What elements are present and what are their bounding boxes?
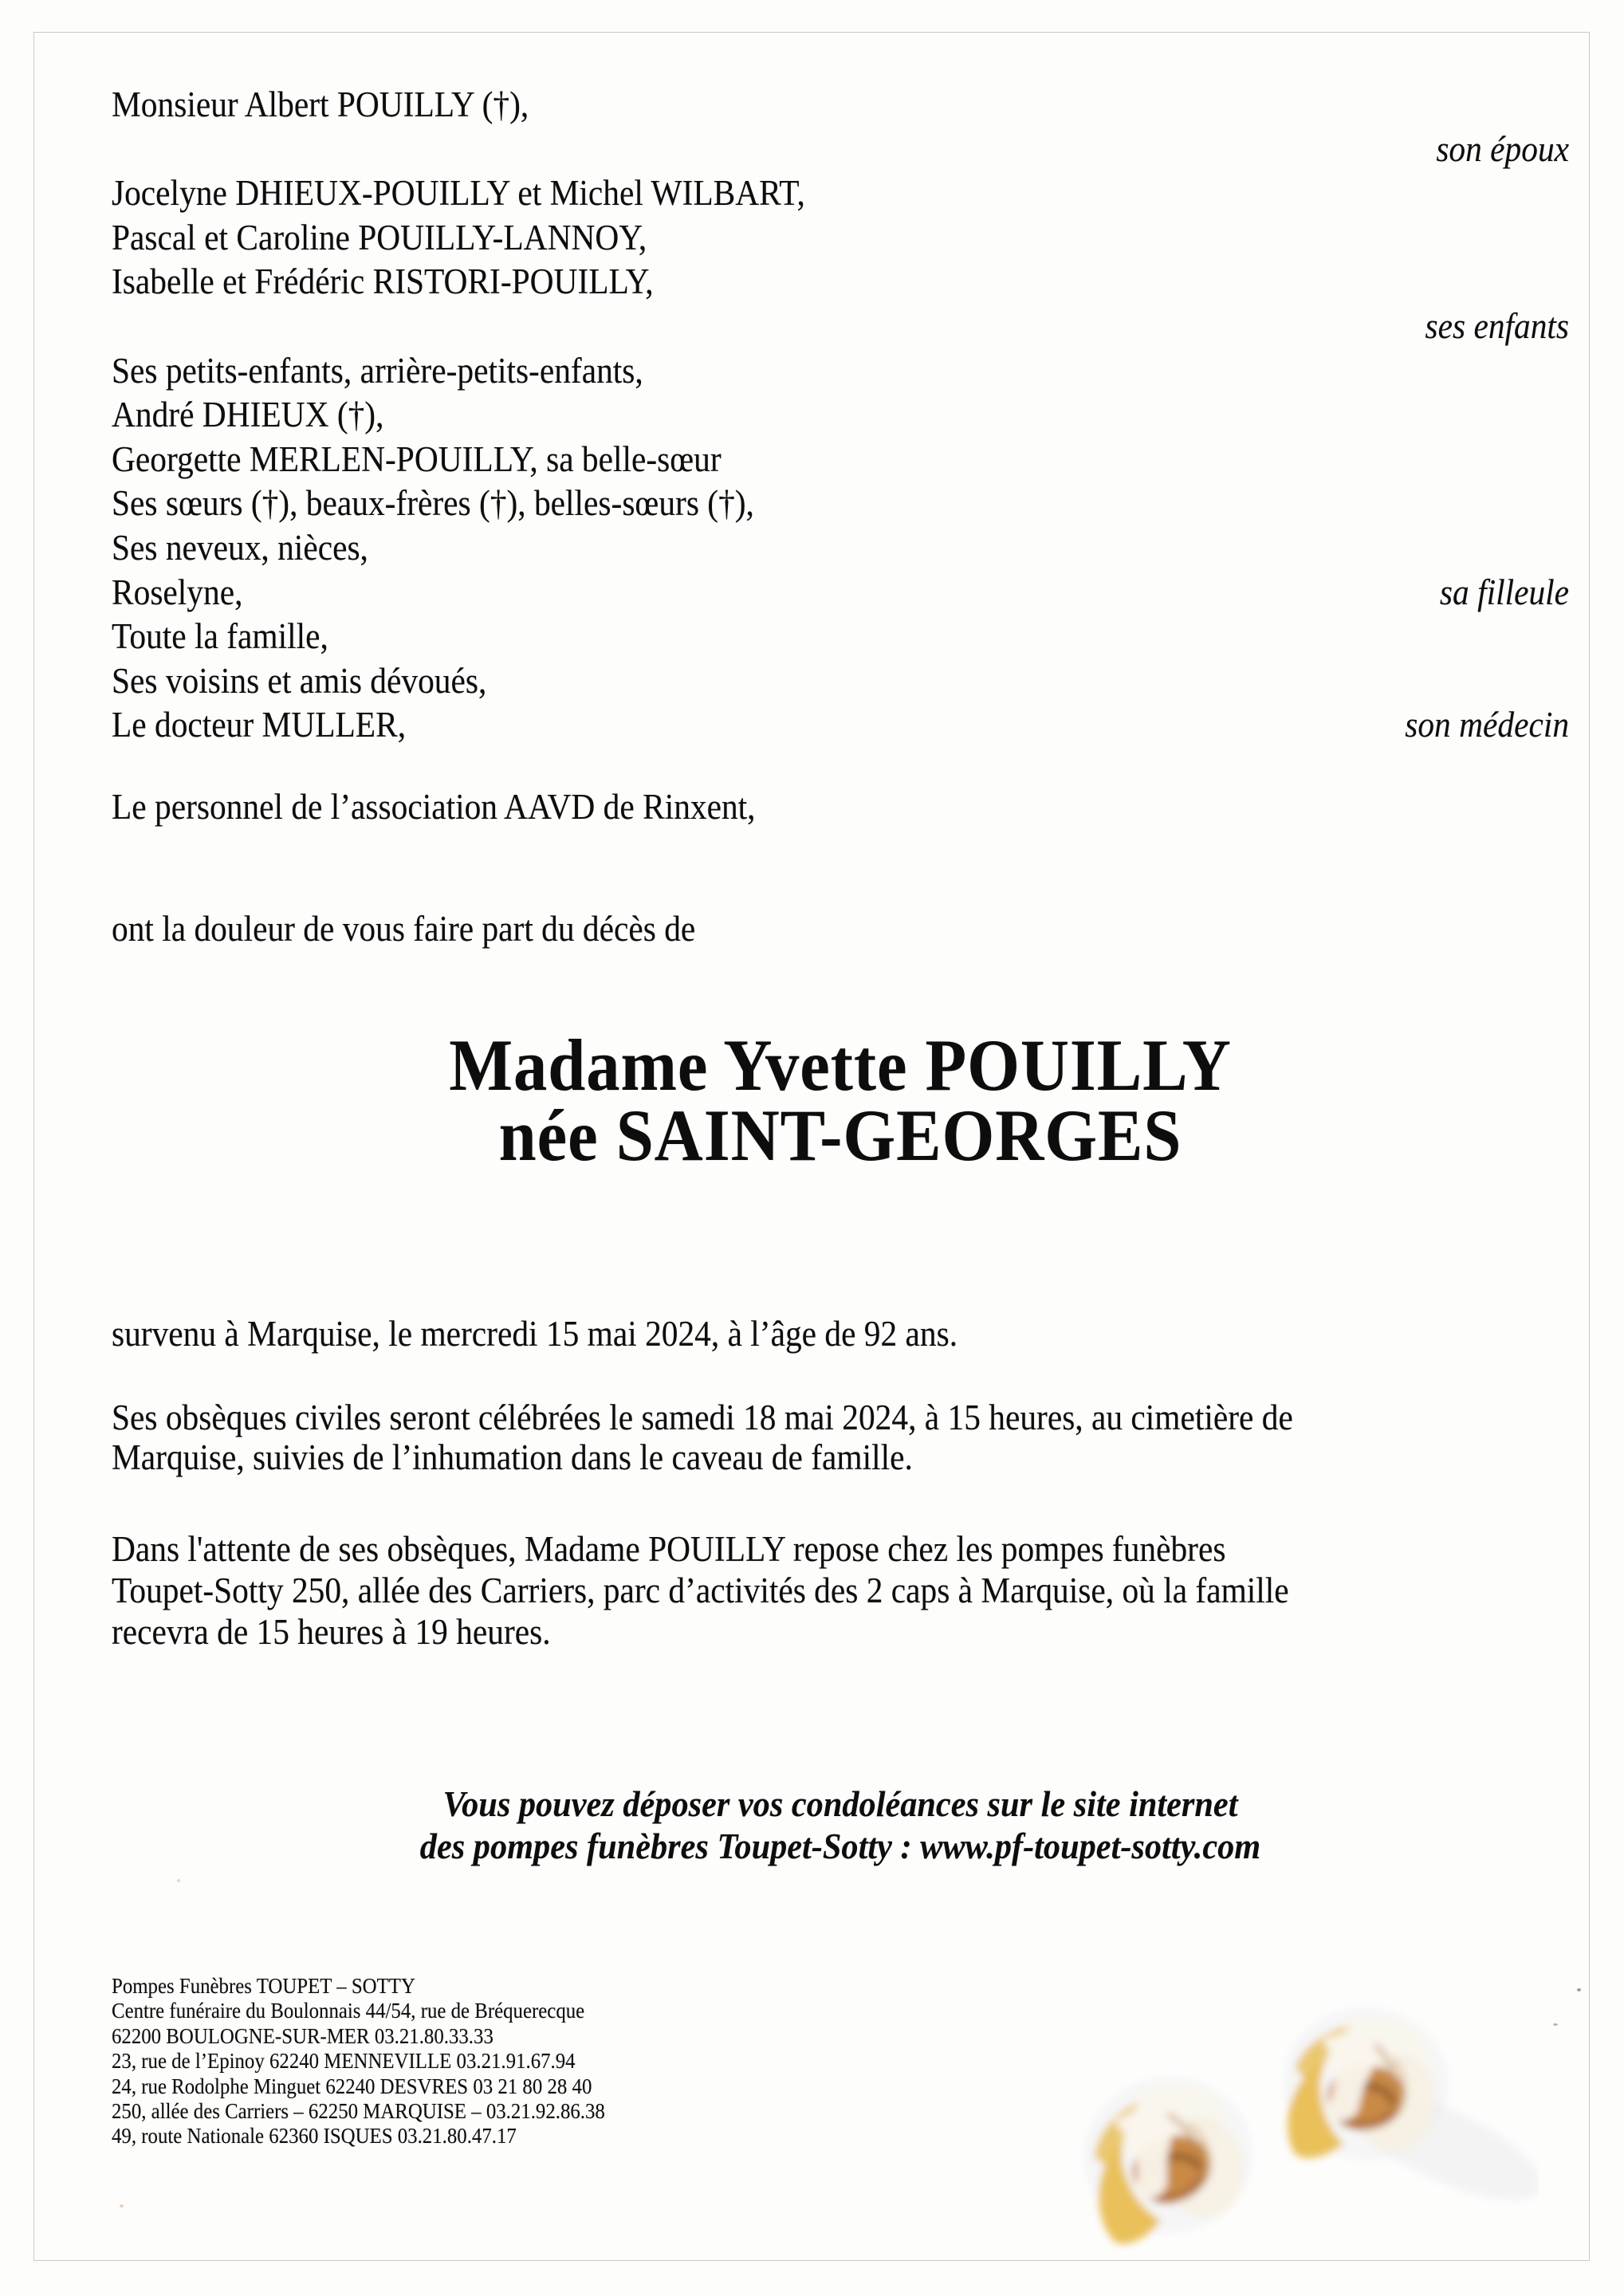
mourner-name: Georgette MERLEN-POUILLY, sa belle-sœur bbox=[112, 438, 722, 479]
funeral-home-address: 250, allée des Carriers – 62250 MARQUISE – 03.21.92.86.38 bbox=[112, 2099, 605, 2124]
mourner-name: Isabelle et Frédéric RISTORI-POUILLY, bbox=[112, 261, 654, 302]
death-details-line: survenu à Marquise, le mercredi 15 mai 2024, à l’âge de 92 ans. bbox=[112, 1314, 958, 1354]
relation-label: ses enfants bbox=[1425, 305, 1570, 346]
paragraph-line: Ses obsèques civiles seront célébrées le samedi 18 mai 2024, à 15 heures, au cimetière de bbox=[112, 1398, 1293, 1437]
mourner-line bbox=[112, 393, 1569, 438]
funeral-home-address: 49, route Nationale 62360 ISQUES 03.21.80.47.17 bbox=[112, 2124, 517, 2149]
paragraph-line: recevra de 15 heures à 19 heures. bbox=[112, 1612, 551, 1652]
deceased-name-line1: Madame Yvette POUILLY bbox=[449, 1024, 1232, 1106]
mourner-name: Monsieur Albert POUILLY (†), bbox=[112, 85, 529, 124]
deceased-name-title bbox=[112, 1024, 1569, 1176]
condolence-note-line: des pompes funèbres Toupet-Sotty : www.pf-toupet-sotty.com bbox=[419, 1826, 1261, 1866]
paragraph-line: Marquise, suivies de l’inhumation dans le caveau de famille. bbox=[112, 1437, 913, 1477]
mourner-name: Pascal et Caroline POUILLY-LANNOY, bbox=[112, 217, 647, 258]
mourner-name: Roselyne, bbox=[112, 572, 243, 612]
mourner-line bbox=[112, 171, 1569, 216]
orchid-bloom-left-icon bbox=[1074, 2066, 1264, 2248]
mourner-line bbox=[112, 703, 1569, 748]
funeral-home-address: 23, rue de l’Epinoy 62240 MENNEVILLE 03.21.91.67.94 bbox=[112, 2049, 576, 2074]
relation-label: sa filleule bbox=[1439, 572, 1570, 612]
mourner-name: Ses petits-enfants, arrière-petits-enfants, bbox=[112, 350, 643, 391]
funeral-home-address: 24, rue Rodolphe Minguet 62240 DESVRES 03 21 80 28 40 bbox=[112, 2074, 592, 2098]
condolence-note-line: Vous pouvez déposer vos condoléances sur le site internet bbox=[442, 1783, 1238, 1824]
mourner-name: Ses sœurs (†), beaux-frères (†), belles-sœurs (†), bbox=[112, 483, 754, 524]
watercolor-flowers-decoration bbox=[1060, 1985, 1539, 2296]
scan-speck bbox=[1553, 2023, 1558, 2026]
mourner-name: Le docteur MULLER, bbox=[112, 705, 407, 745]
repose-paragraph bbox=[112, 1528, 1569, 1653]
relation-label: son médecin bbox=[1405, 705, 1570, 745]
mourner-line bbox=[112, 571, 1569, 615]
relation-label: son époux bbox=[1436, 128, 1570, 169]
condolences-note bbox=[112, 1783, 1569, 1867]
paragraph-line: Toupet-Sotty 250, allée des Carriers, parc d’activités des 2 caps à Marquise, où la famille bbox=[112, 1571, 1289, 1610]
announcement-intro-line: ont la douleur de vous faire part du décès de bbox=[112, 909, 696, 949]
mourners-list bbox=[112, 83, 1569, 748]
mourner-line bbox=[112, 305, 1569, 349]
scan-speck bbox=[1577, 1988, 1581, 1991]
mourner-line bbox=[112, 216, 1569, 261]
mourner-line bbox=[112, 438, 1569, 482]
mourner-name: André DHIEUX (†), bbox=[112, 395, 384, 435]
mourner-line bbox=[112, 659, 1569, 704]
funeral-home-address: 62200 BOULOGNE-SUR-MER 03.21.80.33.33 bbox=[112, 2023, 493, 2048]
mourner-line bbox=[112, 260, 1569, 305]
mourner-name: Ses voisins et amis dévoués, bbox=[112, 660, 487, 701]
scan-speck bbox=[177, 1879, 180, 1882]
deceased-maiden-name-line2: née SAINT-GEORGES bbox=[498, 1095, 1182, 1176]
mourner-line bbox=[112, 128, 1569, 172]
mourner-line bbox=[112, 615, 1569, 659]
mourner-line bbox=[112, 83, 1569, 128]
mourner-name: Toute la famille, bbox=[112, 616, 328, 657]
mourner-name: Jocelyne DHIEUX-POUILLY et Michel WILBART, bbox=[112, 173, 805, 214]
mourner-name: Ses neveux, nièces, bbox=[112, 527, 368, 568]
funeral-home-name: Pompes Funèbres TOUPET – SOTTY bbox=[112, 1974, 415, 1998]
mourner-line bbox=[112, 526, 1569, 571]
funeral-home-address: Centre funéraire du Boulonnais 44/54, rue de Bréquerecque bbox=[112, 1999, 585, 2023]
mourner-line bbox=[112, 349, 1569, 394]
scan-speck bbox=[120, 2204, 124, 2208]
association-line: Le personnel de l’association AAVD de Rinxent, bbox=[112, 787, 756, 827]
paragraph-line: Dans l'attente de ses obsèques, Madame POUILLY repose chez les pompes funèbres bbox=[112, 1529, 1226, 1569]
funeral-service-paragraph bbox=[112, 1398, 1569, 1477]
mourner-line bbox=[112, 482, 1569, 526]
